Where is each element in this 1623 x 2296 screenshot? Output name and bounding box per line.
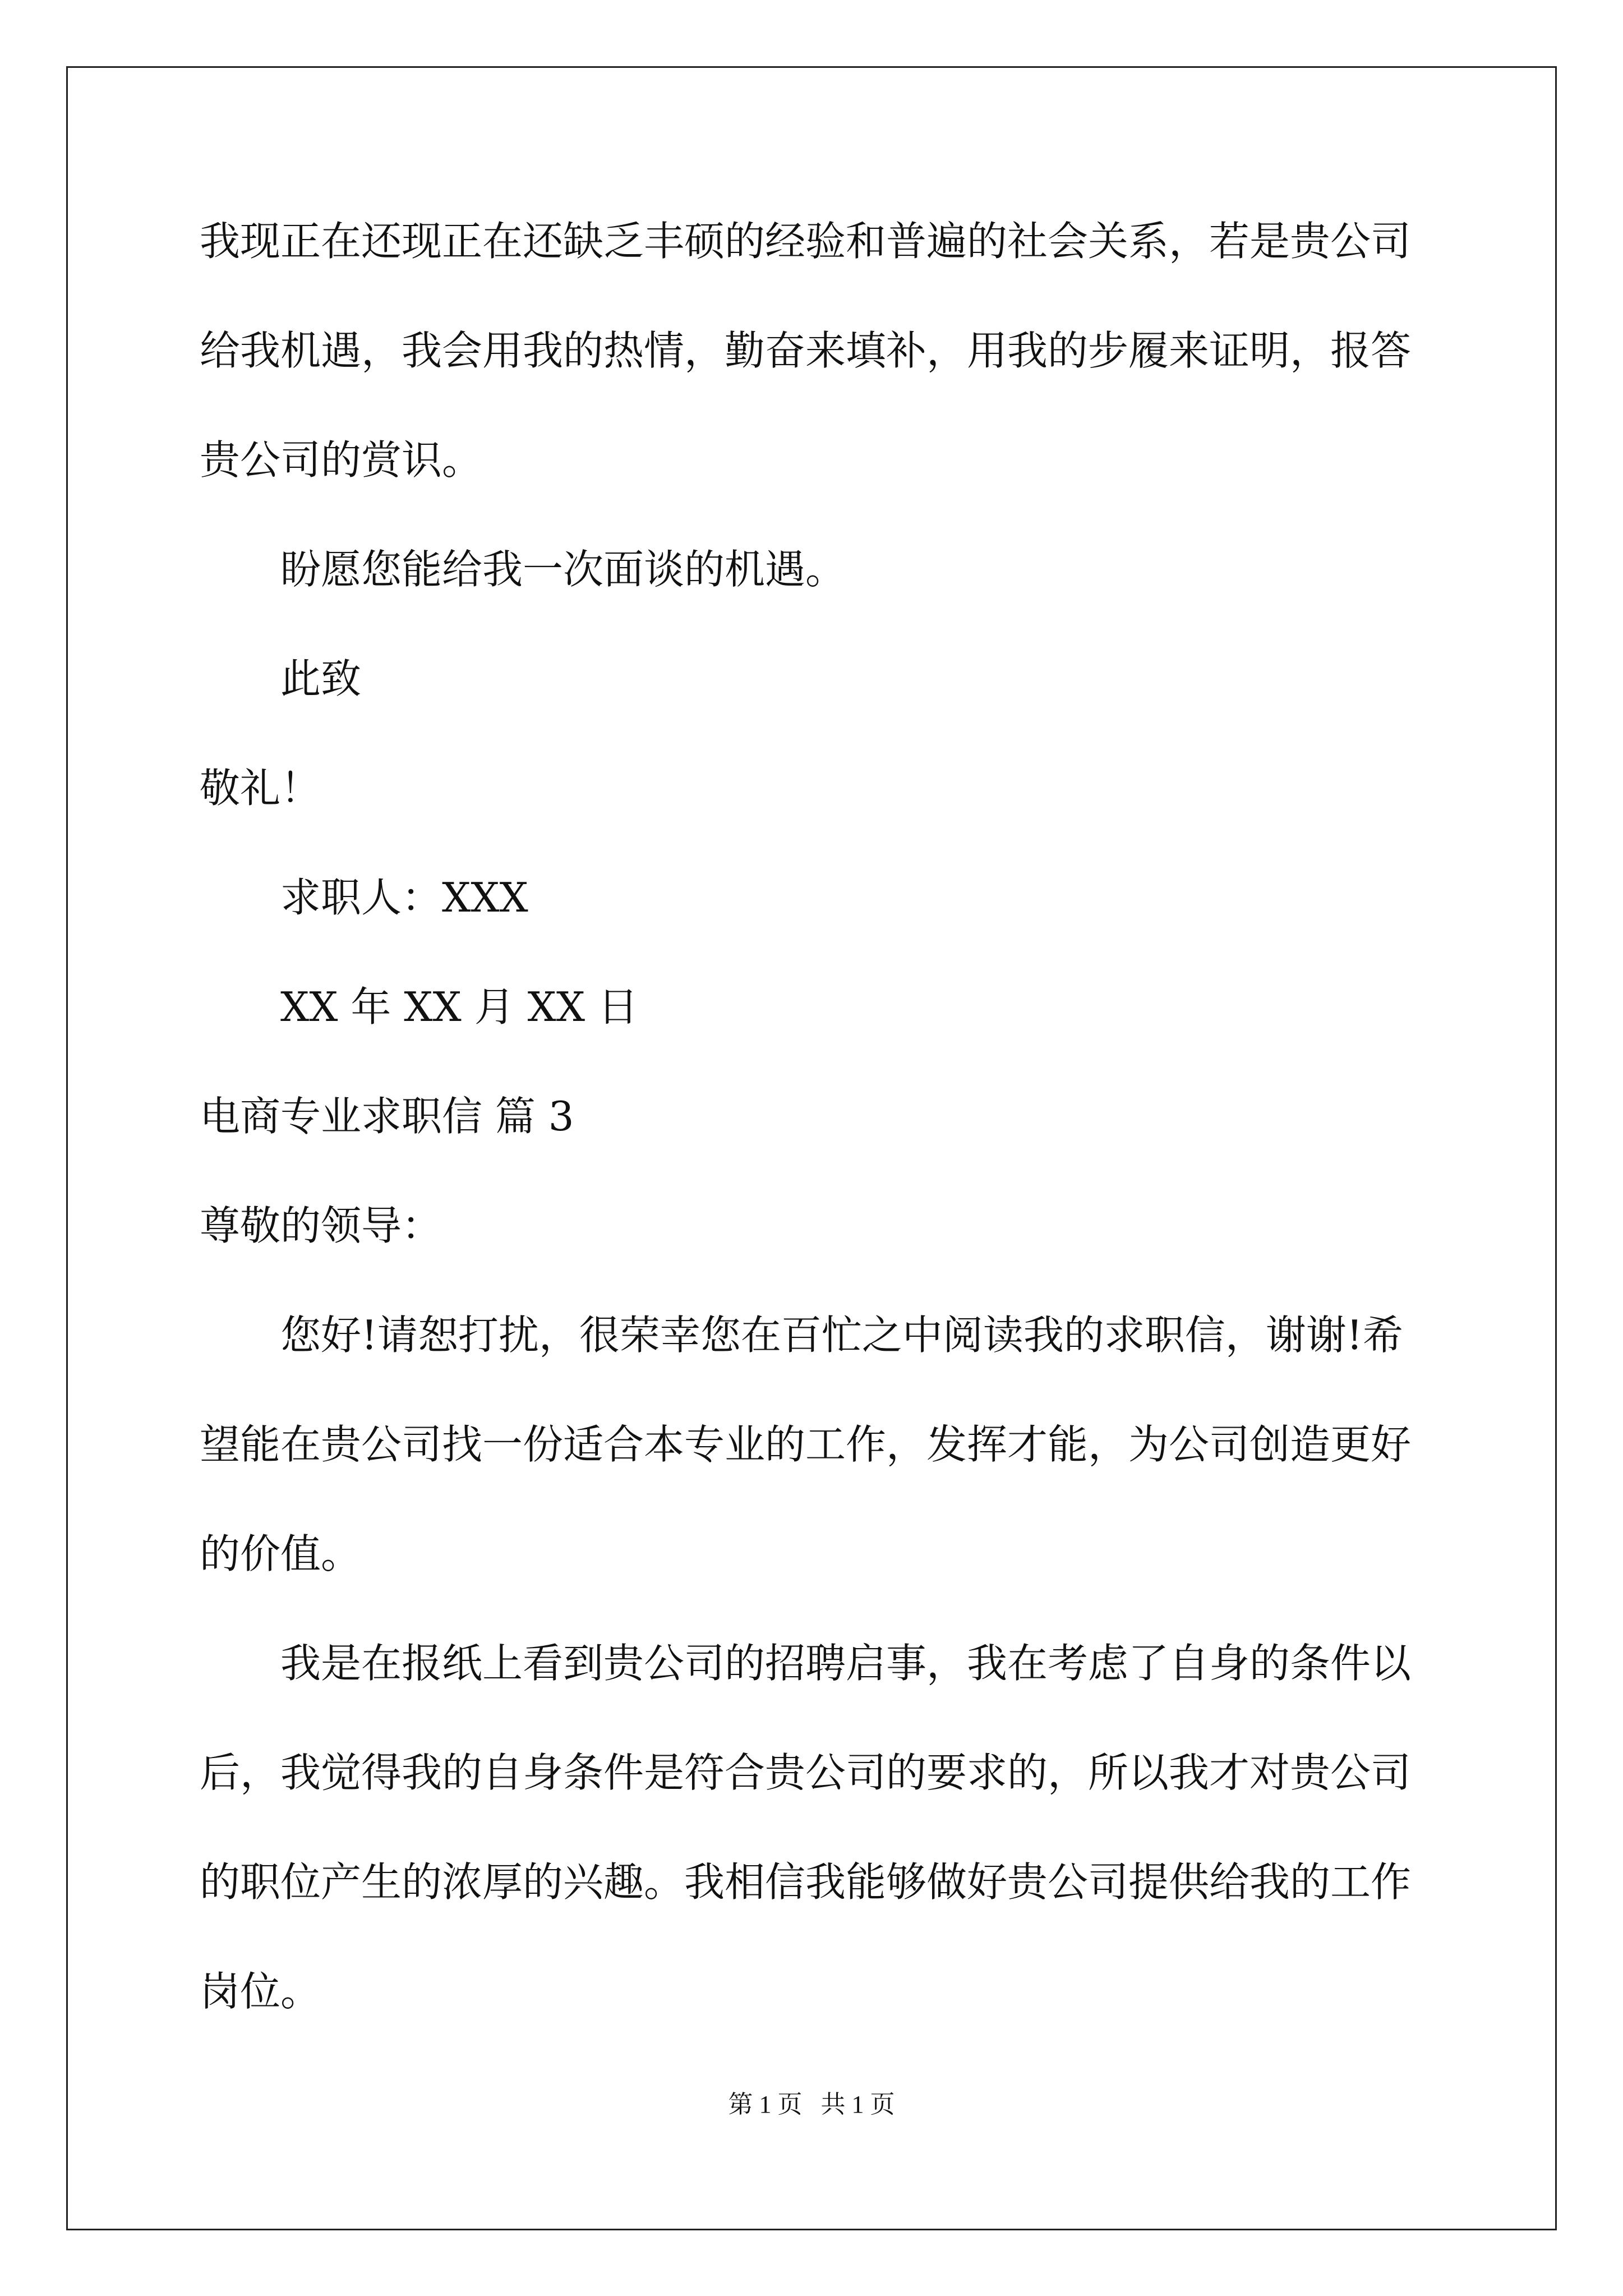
paragraph-line: 岗位。 — [200, 1968, 321, 2015]
paragraph-line: 的价值。 — [200, 1530, 362, 1577]
closing-salutation: 此致 — [280, 655, 362, 702]
letter-date: XX 年 XX 月 XX 日 — [280, 983, 638, 1030]
paragraph-line: 后，我觉得我的自身条件是符合贵公司的要求的，所以我才对贵公司 — [200, 1749, 1412, 1796]
greeting: 尊敬的领导： — [200, 1202, 442, 1249]
paragraph-line: 望能在贵公司找一份适合本专业的工作，发挥才能，为公司创造更好 — [200, 1421, 1412, 1468]
paragraph-line: 盼愿您能给我一次面谈的机遇。 — [280, 546, 846, 593]
document-body — [200, 213, 1423, 2019]
paragraph-line: 的职位产生的浓厚的兴趣。我相信我能够做好贵公司提供给我的工作 — [200, 1858, 1412, 1906]
applicant-signature: 求职人：XXX — [280, 874, 528, 921]
page-number-footer: 第 1 页 共 1 页 — [728, 2091, 895, 2118]
paragraph-line: 我是在报纸上看到贵公司的招聘启事，我在考虑了自身的条件以 — [280, 1640, 1412, 1687]
paragraph-line: 贵公司的赏识。 — [200, 436, 483, 484]
paragraph-line: 我现正在还现正在还缺乏丰硕的经验和普遍的社会关系，若是贵公司 — [200, 218, 1412, 265]
section-heading: 电商专业求职信 篇 3 — [200, 1093, 574, 1140]
closing-regards: 敬礼！ — [200, 765, 321, 812]
paragraph-line: 您好!请恕打扰，很荣幸您在百忙之中阅读我的求职信，谢谢!希 — [280, 1312, 1403, 1359]
paragraph-line: 给我机遇，我会用我的热情，勤奋来填补，用我的步履来证明，报答 — [200, 327, 1412, 374]
